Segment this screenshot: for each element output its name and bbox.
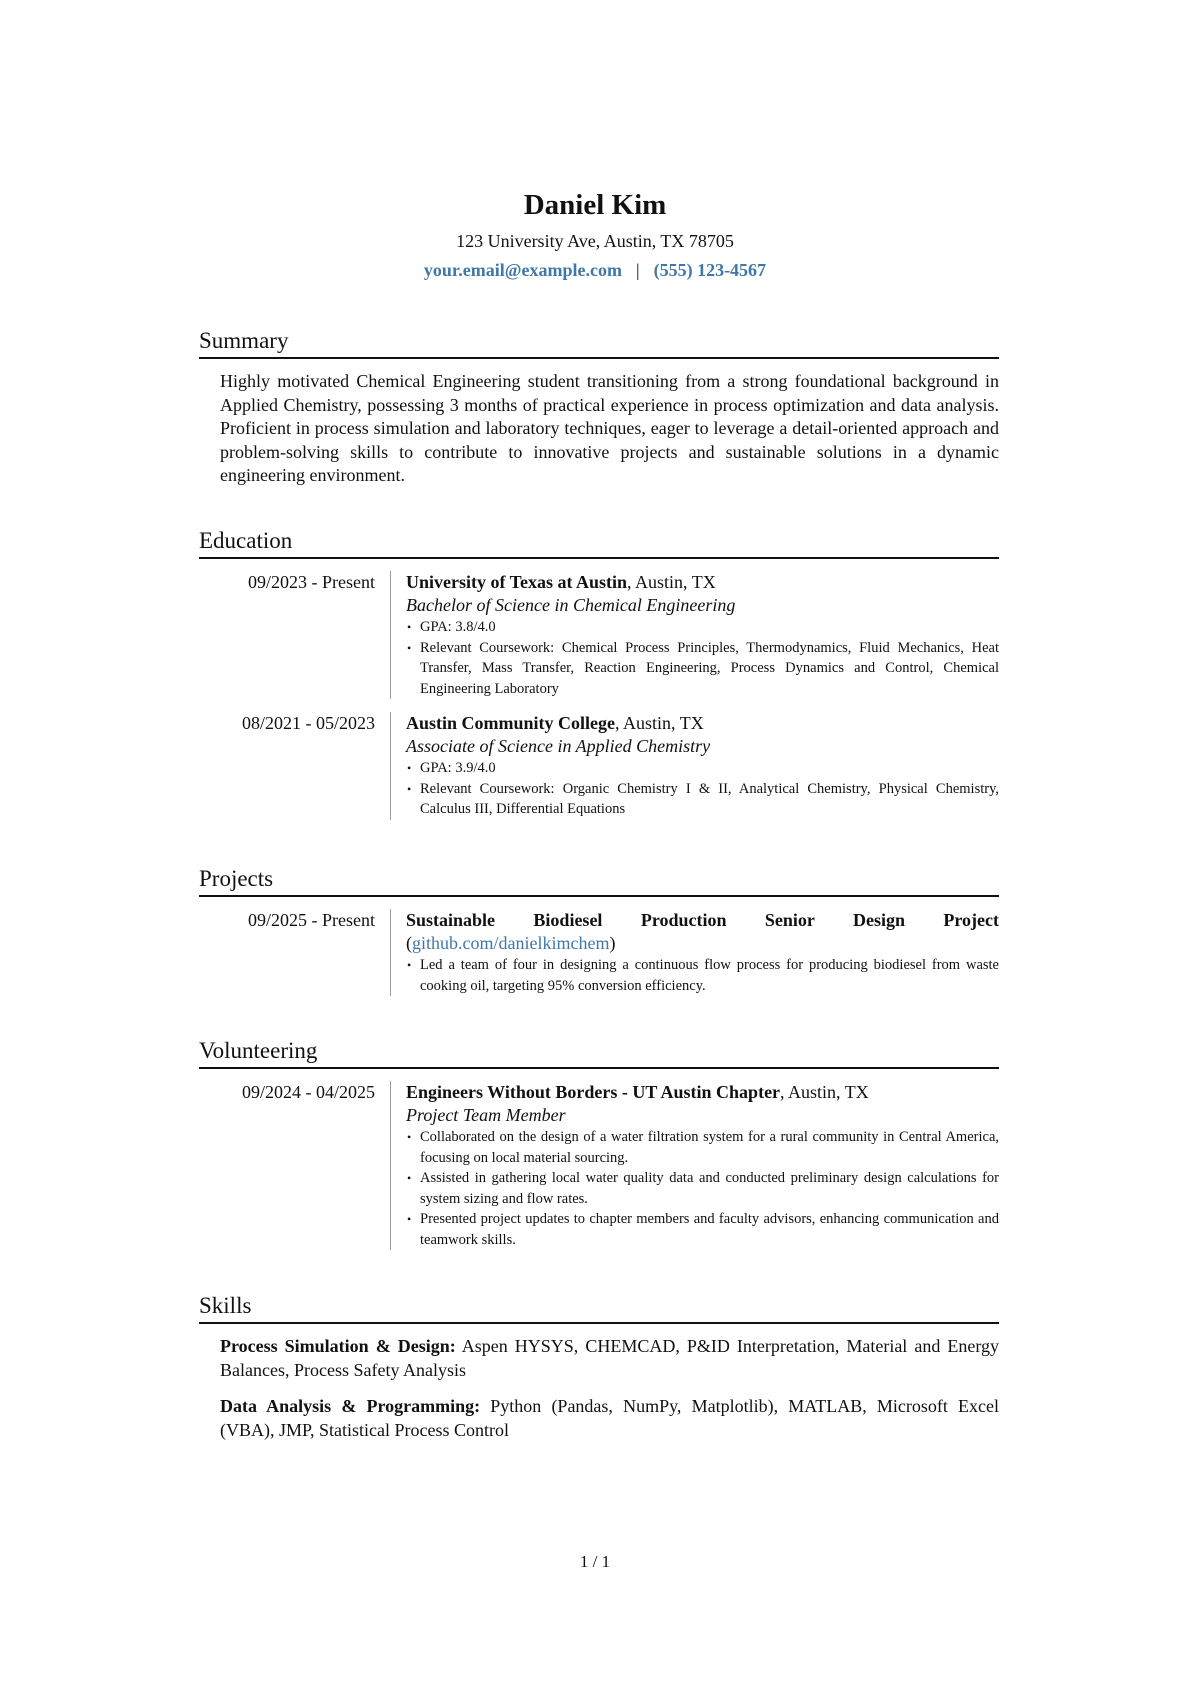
section-title-skills: Skills	[199, 1292, 999, 1324]
skill-value: Aspen HYSYS, CHEMCAD, P&ID Interpretation, Material and Energy Balances, Process Safety Analysis	[220, 1336, 999, 1380]
entry-title	[406, 1081, 999, 1104]
volunteering-section	[199, 1037, 999, 1250]
degree: Bachelor of Science in Chemical Engineering	[406, 595, 736, 615]
entry-title	[406, 712, 999, 735]
skill-value: Python (Pandas, NumPy, Matplotlib), MATLAB, Microsoft Excel (VBA), JMP, Statistical Process Control	[220, 1396, 999, 1440]
project-entry	[199, 909, 999, 996]
link-close-paren: )	[609, 933, 616, 953]
organization-name: Engineers Without Borders - UT Austin Chapter	[406, 1082, 781, 1102]
school-location: , Austin, TX	[627, 572, 716, 592]
education-entry	[199, 712, 999, 820]
volunteering-entry	[199, 1081, 999, 1250]
skill-group	[220, 1335, 999, 1382]
candidate-name: Daniel Kim	[523, 189, 667, 221]
entry-date: 09/2024 - 04/2025	[242, 1082, 375, 1102]
degree: Associate of Science in Applied Chemistry	[406, 736, 711, 756]
bullet-item: • Presented project updates to chapter members and faculty advisors, enhancing communication and teamwork skills.	[406, 1209, 999, 1250]
project-name: Sustainable Biodiesel Production Senior Design Project	[406, 910, 999, 930]
bullet-item: • Relevant Coursework: Chemical Process Principles, Thermodynamics, Fluid Mechanics, Heat Transfer, Mass Transfer, Reaction Engineering, Process Dynamics and Control, Chemical Engineering Laboratory	[406, 638, 999, 700]
entry-date: 09/2025 - Present	[248, 910, 375, 930]
skill-label: Process Simulation & Design:	[220, 1336, 456, 1356]
role: Project Team Member	[406, 1105, 566, 1125]
bullet-list	[406, 617, 999, 699]
education-entry	[199, 571, 999, 699]
skills-section	[199, 1292, 999, 1442]
resume-header	[0, 188, 1190, 282]
bullet-item: • GPA: 3.9/4.0	[406, 758, 999, 779]
entry-date: 09/2023 - Present	[248, 572, 375, 592]
contact-line	[0, 258, 1190, 282]
bullet-list	[406, 955, 999, 996]
summary-text: Highly motivated Chemical Engineering student transitioning from a strong foundational background in Applied Chemistry, possessing 3 months of practical experience in process optimization and data analysis. Proficient in process simulation and laboratory techniques, eager to leverage a detail-oriented approach and problem-solving skills to contribute to innovative projects and sustainable solutions in a dynamic engineering environment.	[220, 371, 999, 485]
school-name: Austin Community College	[406, 713, 616, 733]
section-title-education: Education	[199, 527, 999, 559]
entry-date: 08/2021 - 05/2023	[242, 713, 375, 733]
github-link[interactable]: github.com/danielkimchem	[412, 933, 610, 953]
section-title-volunteering: Volunteering	[199, 1037, 999, 1069]
email-link[interactable]: your.email@example.com	[423, 260, 622, 280]
school-name: University of Texas at Austin	[406, 572, 628, 592]
bullet-item: • Collaborated on the design of a water filtration system for a rural community in Central America, focusing on local material sourcing.	[406, 1127, 999, 1168]
entry-title	[406, 571, 999, 594]
entry-body	[390, 909, 999, 996]
section-title-summary: Summary	[199, 327, 999, 359]
bullet-item: • GPA: 3.8/4.0	[406, 617, 999, 638]
entry-body	[390, 712, 999, 820]
education-section	[199, 527, 999, 820]
bullet-item: • Relevant Coursework: Organic Chemistry I & II, Analytical Chemistry, Physical Chemistry, Calculus III, Differential Equations	[406, 779, 999, 820]
summary-section	[199, 327, 999, 488]
page-number: 1 / 1	[579, 1552, 611, 1571]
organization-location: , Austin, TX	[780, 1082, 869, 1102]
bullet-list	[406, 758, 999, 820]
entry-body	[390, 571, 999, 699]
school-location: , Austin, TX	[615, 713, 704, 733]
bullet-item: • Led a team of four in designing a continuous flow process for producing biodiesel from waste cooking oil, targeting 95% conversion efficiency.	[406, 955, 999, 996]
section-title-projects: Projects	[199, 865, 999, 897]
phone-link[interactable]: (555) 123-4567	[653, 260, 767, 280]
skill-group	[220, 1395, 999, 1442]
address: 123 University Ave, Austin, TX 78705	[456, 231, 734, 251]
entry-body	[390, 1081, 999, 1250]
contact-separator: |	[635, 260, 640, 280]
link-open-paren: (	[406, 933, 412, 953]
skill-label: Data Analysis & Programming:	[220, 1396, 481, 1416]
entry-title	[406, 909, 999, 955]
projects-section	[199, 865, 999, 996]
bullet-list	[406, 1127, 999, 1250]
bullet-item: • Assisted in gathering local water quality data and conducted preliminary design calculations for system sizing and flow rates.	[406, 1168, 999, 1209]
